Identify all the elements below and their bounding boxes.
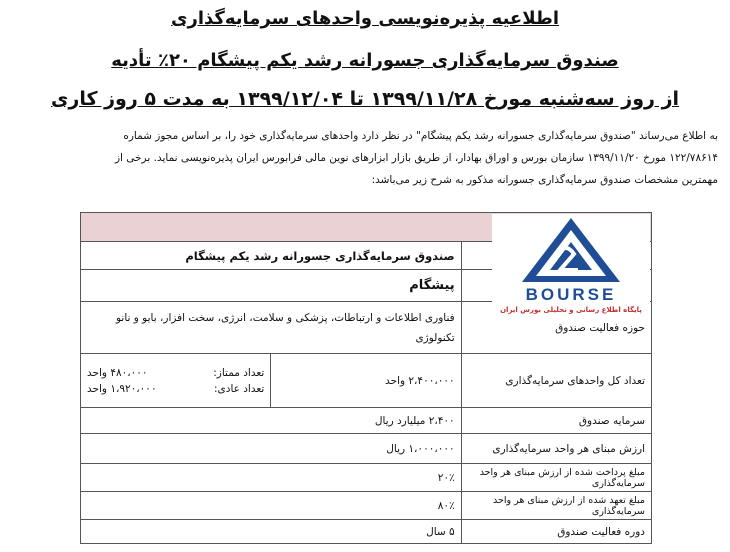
duration-value: ۵ سال <box>81 520 462 544</box>
units-breakdown <box>81 354 271 408</box>
premium-units <box>87 365 264 381</box>
activity-value: فناوری اطلاعات و ارتباطات، پزشکی و سلامت، انرژی، سخت افزار، بایو و نانو تکنولوژی <box>81 302 462 354</box>
table-row <box>81 354 652 408</box>
premium-units-value: ۴۸۰،۰۰۰ واحد <box>87 366 148 379</box>
intro-line: ۱۲۲/۷۸۶۱۴ مورخ ۱۳۹۹/۱۱/۲۰ سازمان بورس و اوراق بهادار، از طریق بازار ابزارهای نوین مالی فرابورس ایران پذیره‌نویسی نماید. برخی از <box>114 152 718 164</box>
table-row <box>81 434 652 464</box>
base-value: ۱،۰۰۰،۰۰۰ ریال <box>81 434 462 464</box>
committed-percent-value: ۸۰٪ <box>81 492 462 520</box>
row-label: ارزش مبنای هر واحد سرمایه‌گذاری <box>461 434 651 464</box>
table-row <box>81 492 652 520</box>
bourse-logo-caption: پایگاه اطلاع رسانی و تحلیلی بورس ایران <box>500 306 642 314</box>
intro-line: مهمترین مشخصات صندوق سرمایه‌گذاری جسورانه مذکور به شرح زیر می‌باشد: <box>371 174 718 186</box>
row-label: دوره فعالیت صندوق <box>461 520 651 544</box>
table-row <box>81 408 652 434</box>
capital-value: ۲،۴۰۰ میلیارد ریال <box>81 408 462 434</box>
fund-title: صندوق سرمایه‌گذاری جسورانه رشد یکم پیشگام ۲۰٪ تأدیه <box>111 50 619 71</box>
row-label: سرمایه صندوق <box>461 408 651 434</box>
normal-units-value: ۱،۹۲۰،۰۰۰ واحد <box>87 382 157 395</box>
table-row <box>81 464 652 492</box>
normal-units <box>87 381 264 397</box>
row-label: تعداد کل واحدهای سرمایه‌گذاری <box>461 354 651 408</box>
intro-line: به اطلاع می‌رساند "صندوق سرمایه‌گذاری جسورانه رشد یکم پیشگام" در نظر دارد واحدهای سرمایه‌گذاری خود را، بر اساس مجوز شماره <box>123 130 718 142</box>
premium-units-label: تعداد ممتاز: <box>213 366 265 379</box>
intro-paragraph <box>18 125 718 191</box>
fund-name-value: صندوق سرمایه‌گذاری جسورانه رشد یکم پیشگام <box>81 242 462 270</box>
announcement-title: اطلاعیه پذیره‌نویسی واحدهای سرمایه‌گذاری <box>170 8 560 29</box>
normal-units-label: تعداد عادی: <box>214 382 265 395</box>
table-row <box>81 520 652 544</box>
bourse-logo-mark <box>492 214 650 306</box>
row-label: مبلغ تعهد شده از ارزش مبنای هر واحد سرمایه‌گذاری <box>461 492 651 520</box>
units-total-value: ۲،۴۰۰،۰۰۰ واحد <box>271 354 461 408</box>
subscription-period: از روز سه‌شنبه مورخ ۱۳۹۹/۱۱/۲۸ تا ۱۳۹۹/۱۲/۰۴ به مدت ۵ روز کاری <box>50 88 680 110</box>
paid-percent-value: ۲۰٪ <box>81 464 462 492</box>
row-label: حوزه فعالیت صندوق <box>461 302 651 354</box>
bourse-logo-text: BOURSE <box>525 285 617 304</box>
bourse-logo <box>492 214 650 322</box>
symbol-value: پیشگام <box>81 270 462 302</box>
row-label: مبلغ پرداخت شده از ارزش مبنای هر واحد سرمایه‌گذاری <box>461 464 651 492</box>
